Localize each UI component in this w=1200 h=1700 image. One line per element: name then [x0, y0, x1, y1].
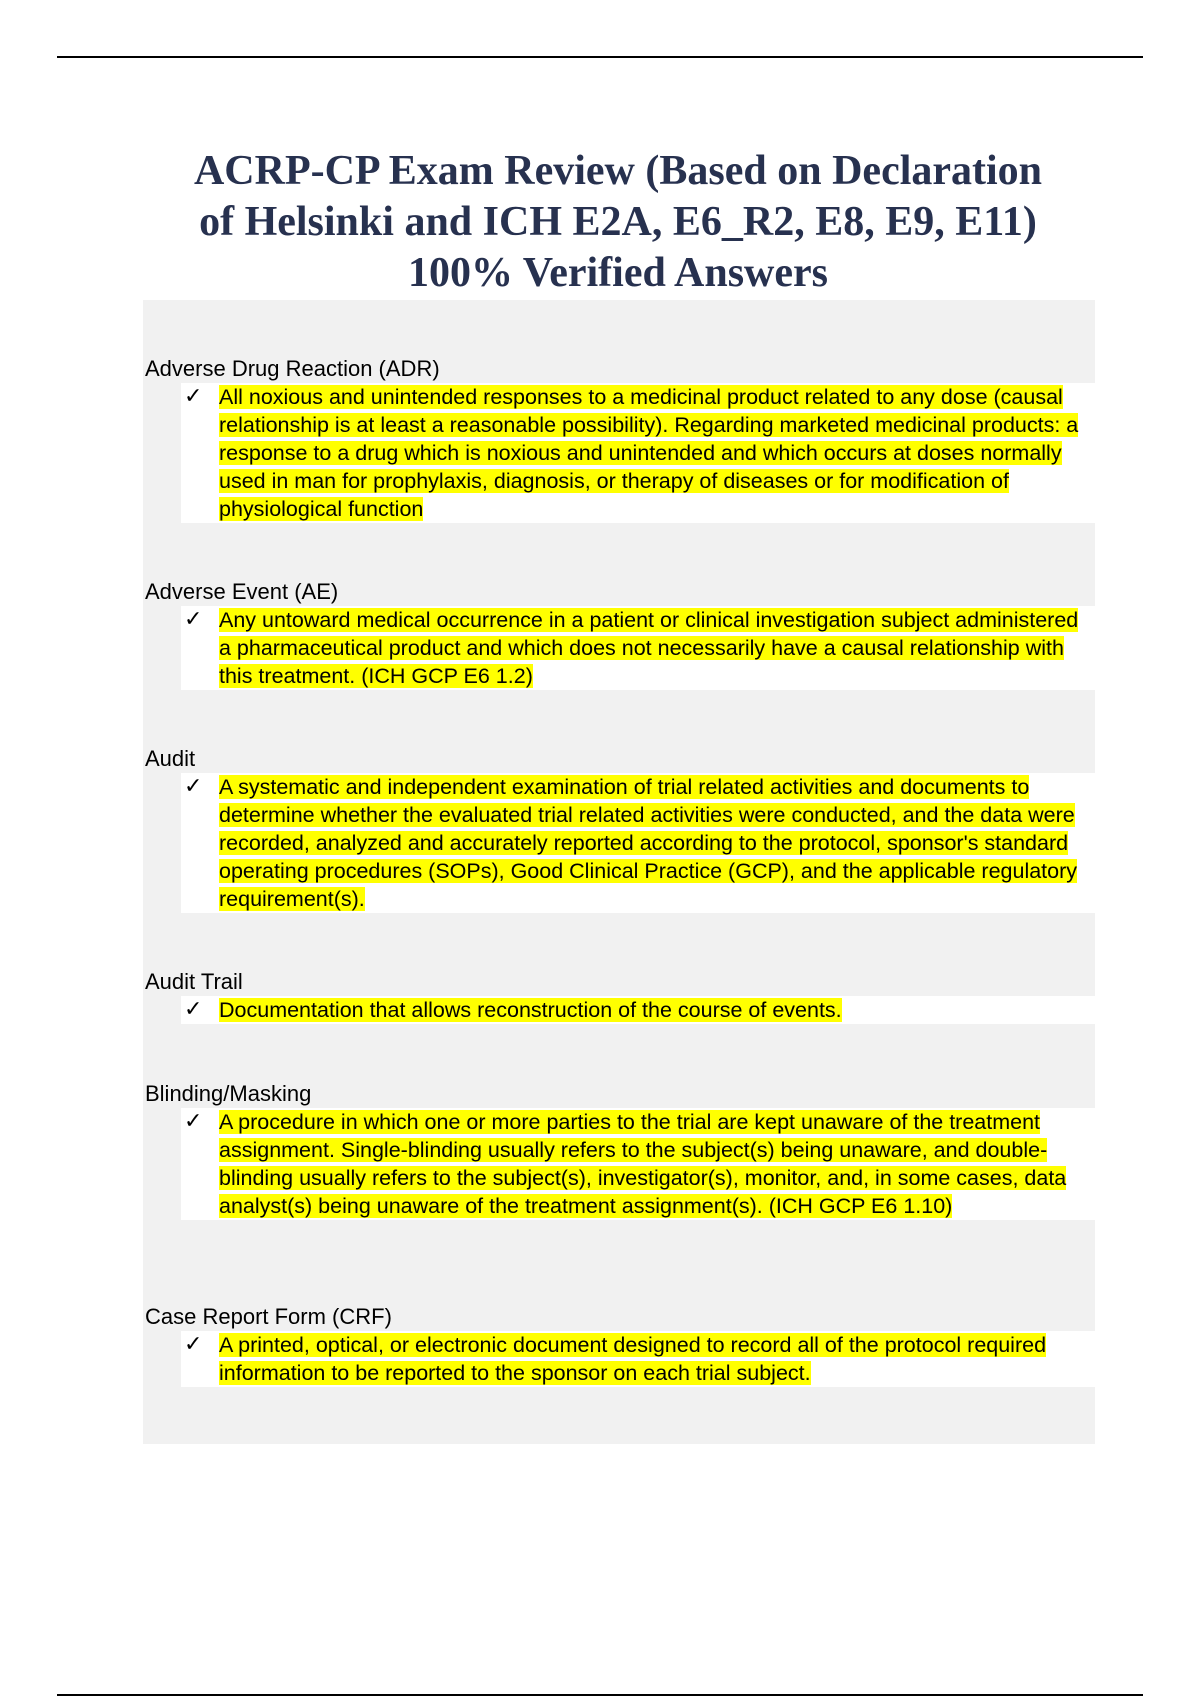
- glossary-entry: [145, 355, 1095, 523]
- entry-answer: [181, 606, 1095, 690]
- entry-term: Adverse Event (AE): [145, 579, 339, 604]
- entry-term: Adverse Drug Reaction (ADR): [145, 356, 440, 381]
- glossary-entry: [145, 968, 1095, 1024]
- title-line: 100% Verified Answers: [408, 250, 828, 296]
- entry-answer: [181, 383, 1095, 523]
- checkmark-icon: ✓: [184, 774, 203, 799]
- glossary-entry: [145, 1080, 1095, 1220]
- entry-term: Audit: [145, 746, 196, 771]
- checkmark-icon: ✓: [184, 1332, 203, 1357]
- glossary-entry: [145, 1303, 1095, 1387]
- title-line: of Helsinki and ICH E2A, E6_R2, E8, E9, E11): [199, 199, 1037, 245]
- answer-text: All noxious and unintended responses to a medicinal product related to any dose (causal relationship is at least a reasonable possibility). Regarding marketed medicinal products: a response to a drug which is noxious and unintended and which occurs at doses normally used in man for prophylaxis, diagnosis, or therapy of diseases or for modification of physiological function: [219, 385, 1079, 521]
- entry-term: Audit Trail: [145, 969, 243, 994]
- answer-text: Any untoward medical occurrence in a patient or clinical investigation subject administered a pharmaceutical product and which does not necessarily have a causal relationship with this treatment. (ICH GCP E6 1.2): [219, 608, 1079, 688]
- checkmark-icon: ✓: [184, 1109, 203, 1134]
- footer-rule: [57, 1694, 1143, 1696]
- page-title: [100, 146, 1136, 299]
- answer-text: A printed, optical, or electronic document designed to record all of the protocol required information to be reported to the sponsor on each trial subject.: [219, 1333, 1047, 1385]
- checkmark-icon: ✓: [184, 997, 203, 1022]
- checkmark-icon: ✓: [184, 384, 203, 409]
- entry-term: Blinding/Masking: [145, 1081, 312, 1106]
- entry-answer: [181, 996, 1095, 1024]
- entry-term: Case Report Form (CRF): [145, 1304, 392, 1329]
- entry-answer: [181, 1108, 1095, 1220]
- glossary-entry: [145, 578, 1095, 690]
- entry-answer: [181, 773, 1095, 913]
- checkmark-icon: ✓: [184, 607, 203, 632]
- answer-text: A systematic and independent examination of trial related activities and documents to determine whether the evaluated trial related activities were conducted, and the data were recorded, analyzed and accurately reported according to the protocol, sponsor's standard operating procedures (SOPs), Good Clinical Practice (GCP), and the applicable regulatory requirement(s).: [219, 775, 1078, 911]
- glossary-entry: [145, 745, 1095, 913]
- entry-answer: [181, 1331, 1095, 1387]
- header-rule: [57, 56, 1143, 58]
- answer-text: A procedure in which one or more parties to the trial are kept unaware of the treatment assignment. Single-blinding usually refers to the subject(s) being unaware, and double- blinding usually refers to the subject(s), investigator(s), monitor, and, in some cases, data analyst(s) being unaware of the treatment assignment(s). (ICH GCP E6 1.10): [219, 1110, 1067, 1218]
- title-line: ACRP-CP Exam Review (Based on Declaration: [193, 148, 1043, 194]
- answer-text: Documentation that allows reconstruction of the course of events.: [219, 998, 842, 1022]
